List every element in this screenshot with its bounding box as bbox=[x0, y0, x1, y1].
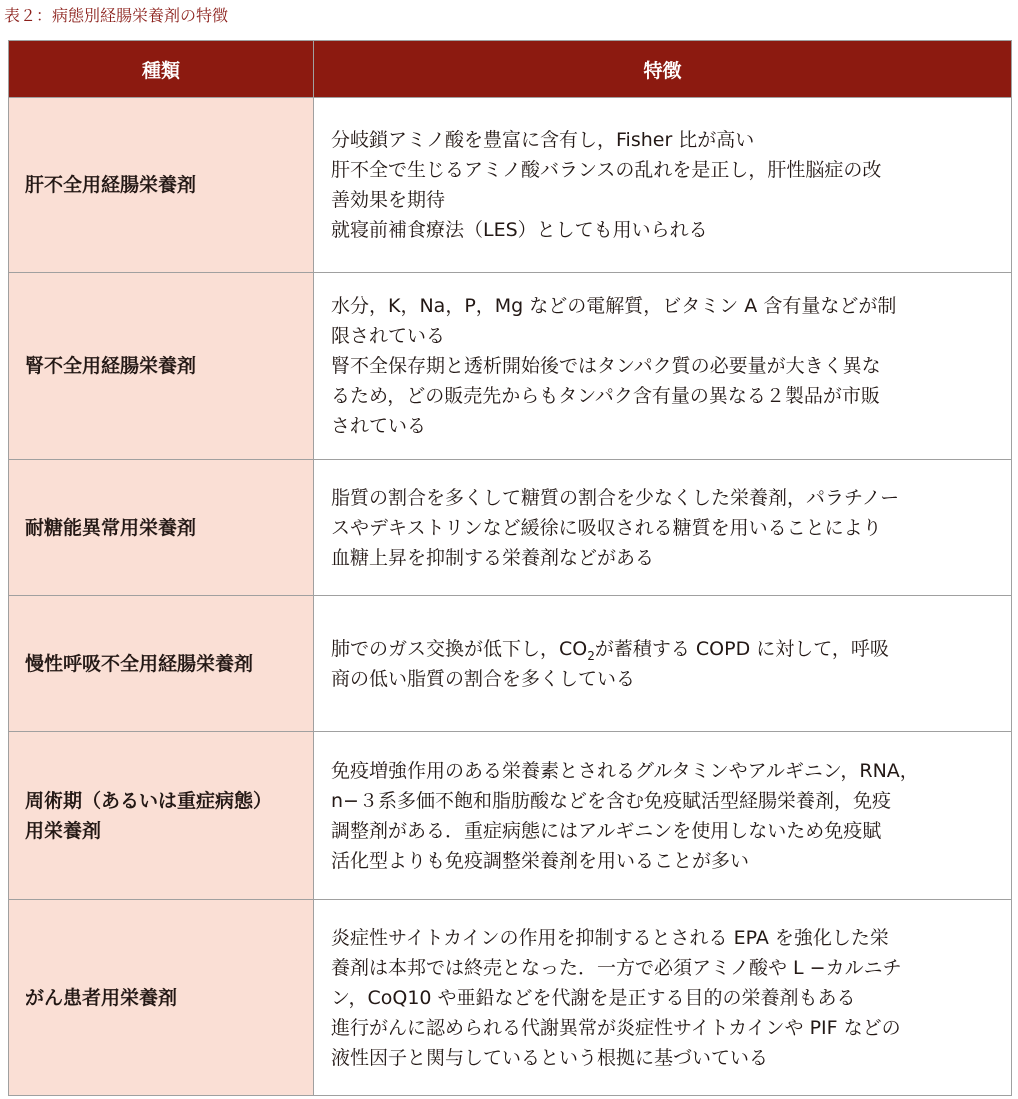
type-label: 肝不全用経腸栄養剤 bbox=[25, 174, 197, 196]
type-cell bbox=[9, 273, 314, 460]
feature-line: ン，CoQ10 や亜鉛などを代謝を是正する目的の栄養剤もある bbox=[331, 986, 856, 1009]
feature-line: 炎症性サイトカインの作用を抑制するとされる EPA を強化した栄 bbox=[331, 926, 889, 949]
type-cell bbox=[9, 98, 314, 273]
type-cell bbox=[9, 900, 314, 1096]
table-row bbox=[9, 732, 1012, 900]
table-row bbox=[9, 98, 1012, 273]
subscript-2: 2 bbox=[587, 648, 595, 663]
table-row bbox=[9, 900, 1012, 1096]
feature-line bbox=[331, 634, 999, 664]
feature-text: 肺でのガス交換が低下し，CO bbox=[331, 637, 588, 660]
feature-text: が蓄積する COPD に対して，呼吸 bbox=[594, 637, 889, 660]
feature-line: 液性因子と関与しているという根拠に基づいている bbox=[331, 1046, 769, 1069]
type-label: 腎不全用経腸栄養剤 bbox=[25, 355, 197, 377]
feature-line: されている bbox=[331, 415, 427, 437]
table-row bbox=[9, 460, 1012, 596]
feature-line: 就寝前補食療法（LES）としても用いられる bbox=[331, 219, 708, 241]
type-label: がん患者用栄養剤 bbox=[25, 986, 178, 1009]
type-label: 用栄養剤 bbox=[25, 819, 102, 842]
nutrition-table bbox=[8, 40, 1012, 1096]
feature-line: 腎不全保存期と透析開始後ではタンパク質の必要量が大きく異な bbox=[331, 355, 881, 377]
feature-line: 商の低い脂質の割合を多くしている bbox=[331, 667, 636, 690]
feature-line: るため，どの販売先からもタンパク含有量の異なる２製品が市販 bbox=[331, 385, 880, 407]
feature-line: 活化型よりも免疫調整栄養剤を用いることが多い bbox=[331, 849, 750, 872]
feature-line: 分岐鎖アミノ酸を豊富に含有し，Fisher 比が高い bbox=[331, 129, 755, 151]
features-cell bbox=[314, 460, 1012, 596]
feature-line: 善効果を期待 bbox=[331, 189, 446, 211]
features-cell bbox=[314, 98, 1012, 273]
header-features: 特徴 bbox=[314, 41, 1012, 98]
features-cell bbox=[314, 273, 1012, 460]
feature-line: 脂質の割合を多くして糖質の割合を少なくした栄養剤，パラチノー bbox=[331, 486, 900, 509]
features-cell bbox=[314, 900, 1012, 1096]
type-cell bbox=[9, 596, 314, 732]
table-row bbox=[9, 596, 1012, 732]
table-caption: 表２：病態別経腸栄養剤の特徴 bbox=[4, 6, 229, 25]
feature-line: スやデキストリンなど緩徐に吸収される糖質を用いることにより bbox=[331, 516, 882, 539]
feature-line: 免疫増強作用のある栄養素とされるグルタミンやアルギニン，RNA， bbox=[331, 759, 919, 782]
feature-line: 進行がんに認められる代謝異常が炎症性サイトカインや PIF などの bbox=[331, 1016, 901, 1039]
type-cell bbox=[9, 460, 314, 596]
table-row bbox=[9, 273, 1012, 460]
header-type: 種類 bbox=[9, 41, 314, 98]
feature-line: 限されている bbox=[331, 325, 446, 347]
type-cell bbox=[9, 732, 314, 900]
features-cell bbox=[314, 732, 1012, 900]
type-label: 慢性呼吸不全用経腸栄養剤 bbox=[25, 652, 254, 675]
header-row bbox=[9, 41, 1012, 98]
type-label: 耐糖能異常用栄養剤 bbox=[25, 516, 197, 539]
feature-line: n−３系多価不飽和脂肪酸などを含む免疫賦活型経腸栄養剤，免疫 bbox=[331, 789, 891, 812]
type-label: 周術期（あるいは重症病態） bbox=[25, 789, 273, 812]
feature-line: 水分，K，Na，P，Mg などの電解質，ビタミン A 含有量などが制 bbox=[331, 295, 897, 317]
feature-line: 肝不全で生じるアミノ酸バランスの乱れを是正し，肝性脳症の改 bbox=[331, 159, 882, 181]
feature-line: 血糖上昇を抑制する栄養剤などがある bbox=[331, 546, 655, 569]
feature-line: 調整剤がある．重症病態にはアルギニンを使用しないため免疫賦 bbox=[331, 819, 882, 842]
feature-line: 養剤は本邦では終売となった．一方で必須アミノ酸や L −カルニチ bbox=[331, 956, 902, 979]
features-cell bbox=[314, 596, 1012, 732]
